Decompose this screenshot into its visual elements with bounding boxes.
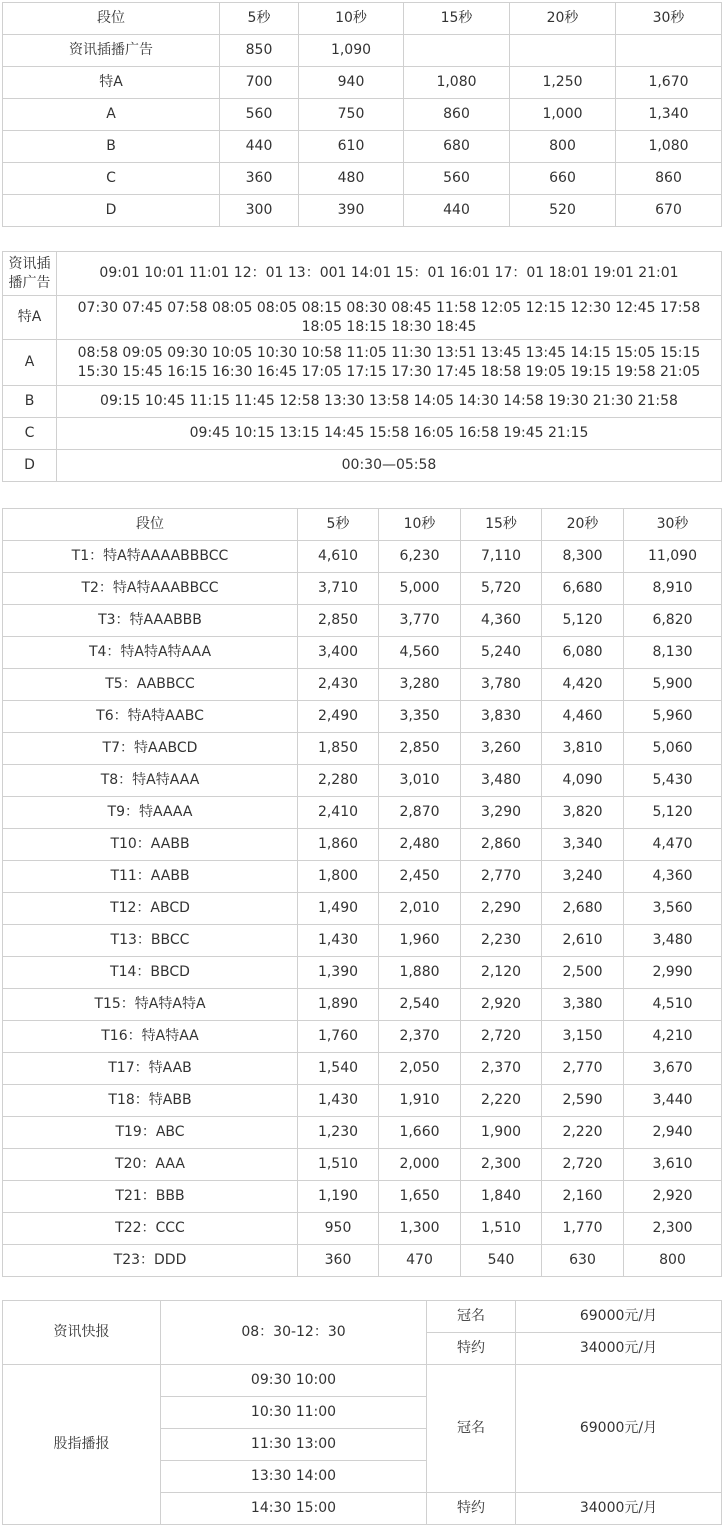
- table-cell: 5,900: [624, 669, 722, 701]
- table-row: [3, 1213, 722, 1245]
- row-label: T10：AABB: [3, 829, 298, 861]
- table-cell: 2,920: [624, 1181, 722, 1213]
- sponsor-type: 冠名: [427, 1365, 516, 1493]
- table-cell: 2,990: [624, 957, 722, 989]
- table-cell: 3,350: [379, 701, 461, 733]
- row-label: T17：特AAB: [3, 1053, 298, 1085]
- table-cell: 5,000: [379, 573, 461, 605]
- row-label: T23：DDD: [3, 1245, 298, 1277]
- column-header: 30秒: [616, 3, 722, 35]
- table-cell: 5,960: [624, 701, 722, 733]
- table-cell: 700: [220, 67, 299, 99]
- table-cell: 3,610: [624, 1149, 722, 1181]
- row-label: T5：AABBCC: [3, 669, 298, 701]
- table-cell: 4,470: [624, 829, 722, 861]
- table-cell: 6,680: [542, 573, 624, 605]
- table-row: [3, 1149, 722, 1181]
- table-cell: 4,360: [461, 605, 542, 637]
- program-name: 股指播报: [3, 1365, 161, 1525]
- table-cell: 1,670: [616, 67, 722, 99]
- table-cell: 2,770: [542, 1053, 624, 1085]
- table-cell: 2,300: [461, 1149, 542, 1181]
- row-label: B: [3, 131, 220, 163]
- table-cell: 3,560: [624, 893, 722, 925]
- row-label: 资讯插 播广告: [3, 252, 57, 296]
- row-label: T7：特AABCD: [3, 733, 298, 765]
- column-header: 20秒: [510, 3, 616, 35]
- row-label: T2：特A特AAABBCC: [3, 573, 298, 605]
- table-cell: 1,840: [461, 1181, 542, 1213]
- table-row: [3, 418, 722, 450]
- table-cell: 1,250: [510, 67, 616, 99]
- row-label: T13：BBCC: [3, 925, 298, 957]
- table-cell: 1,760: [298, 1021, 379, 1053]
- table-cell: 5,720: [461, 573, 542, 605]
- column-header: 20秒: [542, 509, 624, 541]
- table-cell: 4,360: [624, 861, 722, 893]
- table-cell: 2,480: [379, 829, 461, 861]
- table-cell: 630: [542, 1245, 624, 1277]
- table-cell: 09:45 10:15 13:15 14:45 15:58 16:05 16:58 19:45 21:15: [57, 418, 722, 450]
- table-cell: 2,590: [542, 1085, 624, 1117]
- table-row: [3, 35, 722, 67]
- row-label: C: [3, 418, 57, 450]
- table-row: [3, 252, 722, 296]
- table-cell: 11,090: [624, 541, 722, 573]
- row-label: A: [3, 99, 220, 131]
- program-time: 11:30 13:00: [161, 1429, 427, 1461]
- table-cell: 3,820: [542, 797, 624, 829]
- table-cell: 3,150: [542, 1021, 624, 1053]
- table-cell: 3,440: [624, 1085, 722, 1117]
- table-cell: 3,290: [461, 797, 542, 829]
- row-label: C: [3, 163, 220, 195]
- table-cell: 1,880: [379, 957, 461, 989]
- table-cell: 3,400: [298, 637, 379, 669]
- time-slot-table: [2, 251, 722, 482]
- table-cell: 1,090: [299, 35, 404, 67]
- table-cell: 800: [510, 131, 616, 163]
- column-header: 10秒: [299, 3, 404, 35]
- table-cell: 2,490: [298, 701, 379, 733]
- table-row: [3, 195, 722, 227]
- table-cell: 2,230: [461, 925, 542, 957]
- row-label: T8：特A特AAA: [3, 765, 298, 797]
- table-cell: 560: [220, 99, 299, 131]
- table-cell: 1,340: [616, 99, 722, 131]
- table-cell: 6,820: [624, 605, 722, 637]
- table-cell: 3,710: [298, 573, 379, 605]
- table-row: [3, 957, 722, 989]
- sponsor-price: 34000元/月: [516, 1333, 722, 1365]
- table-row: [3, 765, 722, 797]
- table-cell: 2,290: [461, 893, 542, 925]
- table-cell: 470: [379, 1245, 461, 1277]
- row-label: D: [3, 450, 57, 482]
- column-header: 段位: [3, 509, 298, 541]
- table-cell: 3,770: [379, 605, 461, 637]
- program-name: 资讯快报: [3, 1301, 161, 1365]
- table-cell: 00:30—05:58: [57, 450, 722, 482]
- table-cell: 2,280: [298, 765, 379, 797]
- table-cell: 2,160: [542, 1181, 624, 1213]
- table-cell: 2,920: [461, 989, 542, 1021]
- table-cell: [404, 35, 510, 67]
- table-cell: 680: [404, 131, 510, 163]
- table-cell: 2,680: [542, 893, 624, 925]
- table-row: [3, 296, 722, 340]
- table-cell: 1,660: [379, 1117, 461, 1149]
- row-label: B: [3, 386, 57, 418]
- table-row: [3, 340, 722, 386]
- table-cell: 2,940: [624, 1117, 722, 1149]
- table-cell: 540: [461, 1245, 542, 1277]
- table-cell: [616, 35, 722, 67]
- table-row: [3, 1053, 722, 1085]
- table-cell: 1,230: [298, 1117, 379, 1149]
- table-cell: 2,220: [542, 1117, 624, 1149]
- table-cell: 3,010: [379, 765, 461, 797]
- table-cell: 09:01 10:01 11:01 12：01 13：001 14:01 15：01 16:01 17：01 18:01 19:01 21:01: [57, 252, 722, 296]
- table-cell: 1,850: [298, 733, 379, 765]
- row-label: T9：特AAAA: [3, 797, 298, 829]
- table-cell: 860: [616, 163, 722, 195]
- row-label: 特A: [3, 296, 57, 340]
- table-cell: 5,240: [461, 637, 542, 669]
- program-time: 10:30 11:00: [161, 1397, 427, 1429]
- table-cell: 3,340: [542, 829, 624, 861]
- table-cell: 3,260: [461, 733, 542, 765]
- table-cell: 1,960: [379, 925, 461, 957]
- row-label: T1：特A特AAAABBBCC: [3, 541, 298, 573]
- package-rate-table: [2, 508, 722, 1277]
- sponsor-type: 特约: [427, 1493, 516, 1525]
- table-cell: 3,240: [542, 861, 624, 893]
- table-cell: 2,450: [379, 861, 461, 893]
- table-cell: 08:58 09:05 09:30 10:05 10:30 10:58 11:05 11:30 13:51 13:45 13:45 14:15 15:05 15:15 15:30 15:45 16:15 16:30 16:45 17:05 17:15 17:30 17:45 18:58 19:05 19:15 19:58 21:05: [57, 340, 722, 386]
- table-cell: 1,510: [461, 1213, 542, 1245]
- table-cell: 1,900: [461, 1117, 542, 1149]
- table-cell: 520: [510, 195, 616, 227]
- table-row: [3, 67, 722, 99]
- row-label: T18：特ABB: [3, 1085, 298, 1117]
- table-cell: 09:15 10:45 11:15 11:45 12:58 13:30 13:58 14:05 14:30 14:58 19:30 21:30 21:58: [57, 386, 722, 418]
- table-row: [3, 573, 722, 605]
- table-cell: 1,430: [298, 925, 379, 957]
- table-cell: 1,000: [510, 99, 616, 131]
- table-cell: 6,080: [542, 637, 624, 669]
- row-label: T6：特A特AABC: [3, 701, 298, 733]
- table-cell: 1,800: [298, 861, 379, 893]
- table-cell: 560: [404, 163, 510, 195]
- table-row: [3, 1301, 722, 1333]
- table-cell: [510, 35, 616, 67]
- table-row: [3, 701, 722, 733]
- table-row: [3, 861, 722, 893]
- table-row: [3, 386, 722, 418]
- program-time: 14:30 15:00: [161, 1493, 427, 1525]
- table-cell: 2,770: [461, 861, 542, 893]
- table-cell: 3,380: [542, 989, 624, 1021]
- table-cell: 2,000: [379, 1149, 461, 1181]
- table-row: [3, 925, 722, 957]
- table-cell: 1,770: [542, 1213, 624, 1245]
- table-cell: 2,860: [461, 829, 542, 861]
- table-cell: 670: [616, 195, 722, 227]
- table-cell: 07:30 07:45 07:58 08:05 08:05 08:15 08:30 08:45 11:58 12:05 12:15 12:30 12:45 17:58 18:05 18:15 18:30 18:45: [57, 296, 722, 340]
- table-cell: 2,370: [461, 1053, 542, 1085]
- column-header: 段位: [3, 3, 220, 35]
- table-cell: 2,010: [379, 893, 461, 925]
- table-row: [3, 893, 722, 925]
- program-time: 13:30 14:00: [161, 1461, 427, 1493]
- table-cell: 3,670: [624, 1053, 722, 1085]
- sponsor-type: 冠名: [427, 1301, 516, 1333]
- table-cell: 1,080: [616, 131, 722, 163]
- table-row: [3, 99, 722, 131]
- table-row: [3, 131, 722, 163]
- row-label: T20：AAA: [3, 1149, 298, 1181]
- row-label: T19：ABC: [3, 1117, 298, 1149]
- column-header: 30秒: [624, 509, 722, 541]
- table-row: [3, 669, 722, 701]
- table-cell: 2,300: [624, 1213, 722, 1245]
- table-cell: 440: [404, 195, 510, 227]
- row-label: 资讯插播广告: [3, 35, 220, 67]
- program-time: 09:30 10:00: [161, 1365, 427, 1397]
- sponsor-price: 69000元/月: [516, 1301, 722, 1333]
- table-cell: 1,510: [298, 1149, 379, 1181]
- table-row: [3, 1085, 722, 1117]
- table-row: [3, 637, 722, 669]
- table-cell: 2,870: [379, 797, 461, 829]
- table-cell: 5,120: [542, 605, 624, 637]
- table-cell: 860: [404, 99, 510, 131]
- table-cell: 390: [299, 195, 404, 227]
- row-label: T22：CCC: [3, 1213, 298, 1245]
- table-cell: 5,060: [624, 733, 722, 765]
- table-cell: 1,890: [298, 989, 379, 1021]
- column-header: 15秒: [404, 3, 510, 35]
- table-cell: 3,810: [542, 733, 624, 765]
- row-label: T15：特A特A特A: [3, 989, 298, 1021]
- row-label: T4：特A特A特AAA: [3, 637, 298, 669]
- table-cell: 4,560: [379, 637, 461, 669]
- table-cell: 5,120: [624, 797, 722, 829]
- row-label: T16：特A特AA: [3, 1021, 298, 1053]
- table-cell: 2,500: [542, 957, 624, 989]
- table-cell: 3,280: [379, 669, 461, 701]
- table-cell: 800: [624, 1245, 722, 1277]
- table-cell: 3,480: [624, 925, 722, 957]
- column-header: 5秒: [298, 509, 379, 541]
- table-cell: 1,190: [298, 1181, 379, 1213]
- sponsor-price: 34000元/月: [516, 1493, 722, 1525]
- table-row: [3, 989, 722, 1021]
- table-cell: 8,910: [624, 573, 722, 605]
- table-cell: 1,080: [404, 67, 510, 99]
- table-row: [3, 733, 722, 765]
- table-cell: 480: [299, 163, 404, 195]
- table-row: [3, 797, 722, 829]
- table-cell: 300: [220, 195, 299, 227]
- table-cell: 2,220: [461, 1085, 542, 1117]
- table-cell: 4,420: [542, 669, 624, 701]
- table-cell: 1,430: [298, 1085, 379, 1117]
- table-cell: 750: [299, 99, 404, 131]
- table-row: [3, 450, 722, 482]
- row-label: T21：BBB: [3, 1181, 298, 1213]
- table-cell: 2,850: [379, 733, 461, 765]
- column-header: 5秒: [220, 3, 299, 35]
- table-row: [3, 163, 722, 195]
- table-cell: 2,720: [542, 1149, 624, 1181]
- table-cell: 2,850: [298, 605, 379, 637]
- table-cell: 2,120: [461, 957, 542, 989]
- table-cell: 1,490: [298, 893, 379, 925]
- table-row: [3, 541, 722, 573]
- table-cell: 7,110: [461, 541, 542, 573]
- table-cell: 8,130: [624, 637, 722, 669]
- table-cell: 4,460: [542, 701, 624, 733]
- table-cell: 3,780: [461, 669, 542, 701]
- table-cell: 2,050: [379, 1053, 461, 1085]
- table-cell: 4,090: [542, 765, 624, 797]
- table-cell: 5,430: [624, 765, 722, 797]
- table-cell: 8,300: [542, 541, 624, 573]
- table-cell: 610: [299, 131, 404, 163]
- table-row: [3, 1245, 722, 1277]
- table-cell: 2,410: [298, 797, 379, 829]
- table-cell: 1,540: [298, 1053, 379, 1085]
- table-row: [3, 1021, 722, 1053]
- table-cell: 1,860: [298, 829, 379, 861]
- table-cell: 4,510: [624, 989, 722, 1021]
- row-label: T3：特AAABBB: [3, 605, 298, 637]
- rate-table: [2, 2, 722, 227]
- table-cell: 360: [220, 163, 299, 195]
- sponsorship-table: [2, 1300, 722, 1525]
- row-label: 特A: [3, 67, 220, 99]
- table-cell: 660: [510, 163, 616, 195]
- table-cell: 2,610: [542, 925, 624, 957]
- table-cell: 2,430: [298, 669, 379, 701]
- sponsor-type: 特约: [427, 1333, 516, 1365]
- table-cell: 6,230: [379, 541, 461, 573]
- row-label: T12：ABCD: [3, 893, 298, 925]
- table-cell: 2,720: [461, 1021, 542, 1053]
- table-row: [3, 1117, 722, 1149]
- table-cell: 1,910: [379, 1085, 461, 1117]
- table-cell: 360: [298, 1245, 379, 1277]
- row-label: D: [3, 195, 220, 227]
- table-cell: 440: [220, 131, 299, 163]
- row-label: A: [3, 340, 57, 386]
- column-header: 15秒: [461, 509, 542, 541]
- table-cell: 1,300: [379, 1213, 461, 1245]
- header-row: [3, 3, 722, 35]
- table-cell: 4,210: [624, 1021, 722, 1053]
- table-cell: 4,610: [298, 541, 379, 573]
- table-cell: 3,830: [461, 701, 542, 733]
- table-cell: 1,390: [298, 957, 379, 989]
- table-cell: 950: [298, 1213, 379, 1245]
- table-row: [3, 605, 722, 637]
- table-cell: 3,480: [461, 765, 542, 797]
- row-label: T14：BBCD: [3, 957, 298, 989]
- column-header: 10秒: [379, 509, 461, 541]
- program-time: 08：30-12：30: [161, 1301, 427, 1365]
- table-cell: 850: [220, 35, 299, 67]
- table-cell: 2,370: [379, 1021, 461, 1053]
- table-cell: 1,650: [379, 1181, 461, 1213]
- table-row: [3, 829, 722, 861]
- table-row: [3, 1181, 722, 1213]
- table-row: [3, 1365, 722, 1397]
- row-label: T11：AABB: [3, 861, 298, 893]
- header-row: [3, 509, 722, 541]
- sponsor-price: 69000元/月: [516, 1365, 722, 1493]
- table-cell: 940: [299, 67, 404, 99]
- table-cell: 2,540: [379, 989, 461, 1021]
